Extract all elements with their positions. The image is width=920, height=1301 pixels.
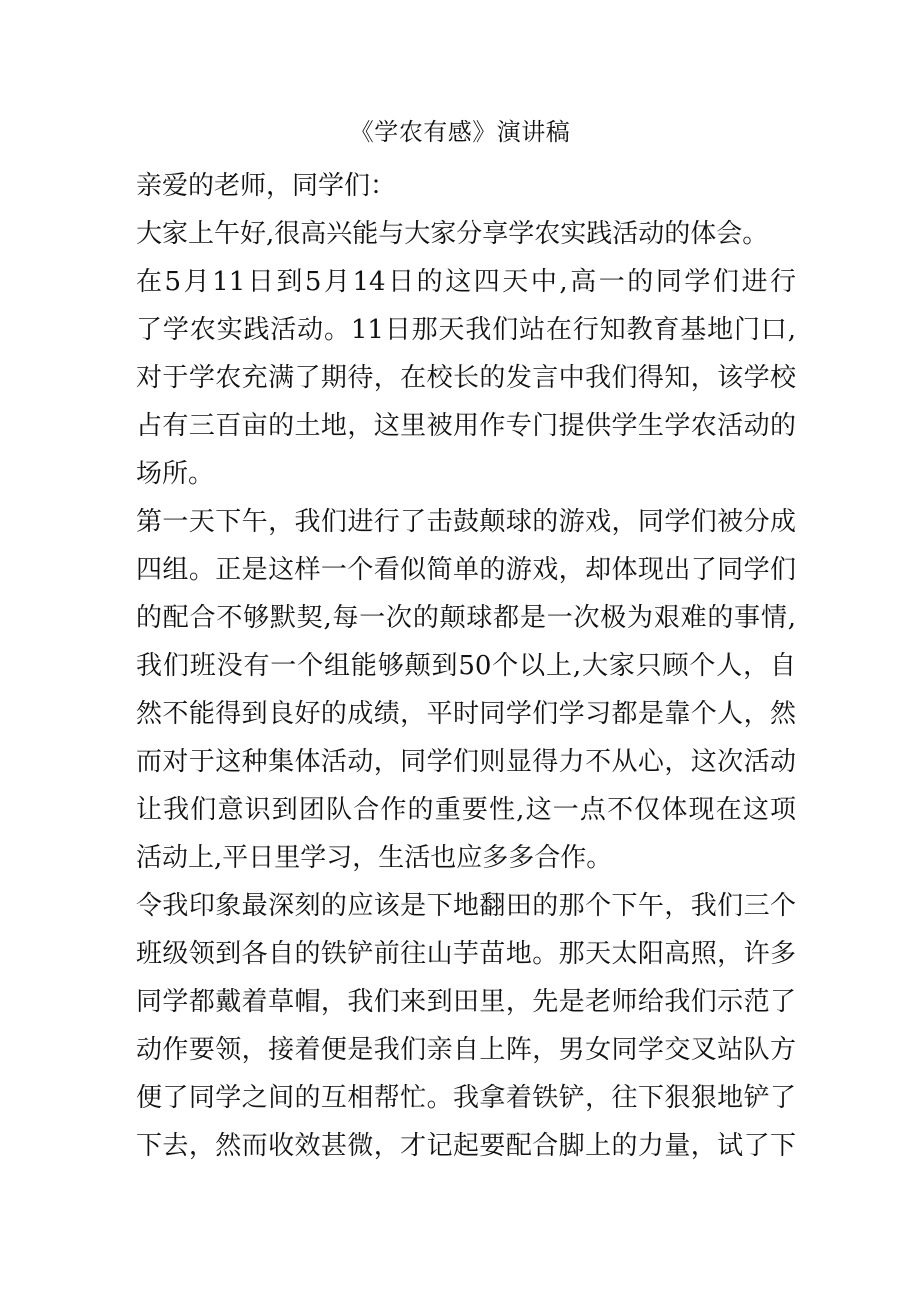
page-title: 《学农有感》演讲稿 <box>349 118 571 146</box>
text-line: 同学都戴着草帽，我们来到田里，先是老师给我们示范了 <box>136 987 796 1017</box>
text-line: 在5月11日到5月14日的这四天中,高一的同学们进行 <box>136 267 796 297</box>
text-line: 四组。正是这样一个看似简单的游戏，却体现出了同学们 <box>136 555 796 585</box>
text-line: 大家上午好,很高兴能与大家分享学农实践活动的体会。 <box>136 219 769 249</box>
text-line: 动作要领，接着便是我们亲自上阵，男女同学交叉站队方 <box>136 1035 796 1065</box>
text-line: 让我们意识到团队合作的重要性,这一点不仅体现在这项 <box>136 795 796 825</box>
text-line: 然不能得到良好的成绩，平时同学们学习都是靠个人，然 <box>136 699 796 729</box>
text-line: 班级领到各自的铁铲前往山芋苗地。那天太阳高照，许多 <box>136 939 796 969</box>
text-line: 占有三百亩的土地，这里被用作专门提供学生学农活动的 <box>136 411 796 441</box>
text-line: 活动上,平日里学习，生活也应多多合作。 <box>136 843 613 873</box>
text-line: 下去，然而收效甚微，才记起要配合脚上的力量，试了下 <box>136 1131 796 1161</box>
text-line: 的配合不够默契,每一次的颠球都是一次极为艰难的事情, <box>136 603 796 633</box>
text-line: 了学农实践活动。11日那天我们站在行知教育基地门口, <box>136 315 796 345</box>
salutation-line: 亲爱的老师，同学们： <box>136 171 397 201</box>
text-line: 第一天下午，我们进行了击鼓颠球的游戏，同学们被分成 <box>136 507 796 537</box>
text-line: 便了同学之间的互相帮忙。我拿着铁铲，往下狠狠地铲了 <box>136 1083 796 1113</box>
text-line: 我们班没有一个组能够颠到50个以上,大家只顾个人，自 <box>136 651 796 681</box>
text-line: 场所。 <box>136 459 215 489</box>
text-line: 而对于这种集体活动，同学们则显得力不从心，这次活动 <box>136 747 796 777</box>
text-line: 令我印象最深刻的应该是下地翻田的那个下午，我们三个 <box>136 891 796 921</box>
text-line: 对于学农充满了期待，在校长的发言中我们得知，该学校 <box>136 363 796 393</box>
